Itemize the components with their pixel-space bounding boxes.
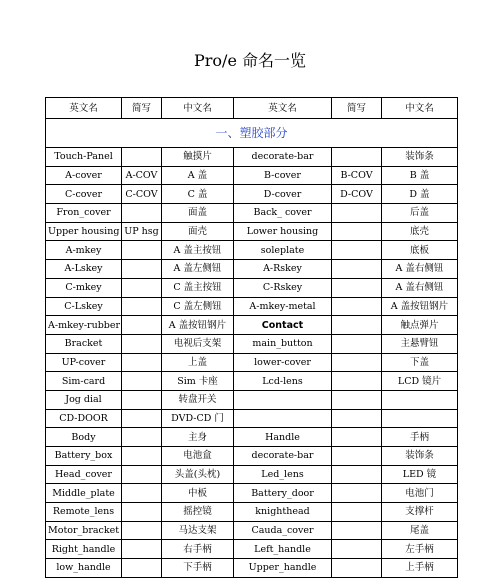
table-row [46,353,458,372]
table-row [46,334,458,353]
table-cell: 主身 [162,428,234,447]
table-cell [332,503,382,522]
header-row [46,98,458,119]
table-cell: C-Rskey [234,278,332,297]
table-cell: UP-cover [46,353,122,372]
table-row [46,390,458,409]
table-cell: 电池盒 [162,447,234,466]
table-cell: Jog dial [46,390,122,409]
table-cell: 装饰条 [382,447,458,466]
table-cell [122,241,162,260]
table-row [46,204,458,223]
table-cell: 面盖 [162,204,234,223]
table-cell: A-mkey-metal [234,297,332,316]
table-cell [122,353,162,372]
table-cell: A 盖按钮钢片 [162,316,234,335]
table-cell: B-cover [234,166,332,185]
table-cell [122,465,162,484]
table-cell [382,390,458,409]
table-cell: main_button [234,334,332,353]
table-cell: 头盖(头枕) [162,465,234,484]
table-cell: 电视后支架 [162,334,234,353]
table-cell: LED 镜 [382,465,458,484]
table-row [46,465,458,484]
table-cell: A 盖按钮钢片 [382,297,458,316]
table-cell: 转盘开关 [162,390,234,409]
table-cell [122,484,162,503]
table-row [46,260,458,279]
table-cell: C-Lskey [46,297,122,316]
table-cell [332,465,382,484]
header-cell: 简写 [122,98,162,119]
table-cell [122,559,162,578]
table-row [46,503,458,522]
table-cell: Motor_bracket [46,521,122,540]
table-cell: Led_lens [234,465,332,484]
table-cell: lower-cover [234,353,332,372]
table-cell: 后盖 [382,204,458,223]
table-cell: decorate-bar [234,447,332,466]
table-cell: Battery_door [234,484,332,503]
table-cell: 摇控镜 [162,503,234,522]
table-cell: 手柄 [382,428,458,447]
page-title: Pro/e 命名一览 [194,51,306,70]
table-cell: B 盖 [382,166,458,185]
table-cell [122,428,162,447]
table-cell [332,447,382,466]
table-row [46,166,458,185]
table-cell: A 盖左侧钮 [162,260,234,279]
table-row [46,409,458,428]
table-row [46,316,458,335]
table-cell: knighthead [234,503,332,522]
header-cell: 英文名 [46,98,122,119]
table-cell [332,278,382,297]
table-cell: 触摸片 [162,148,234,167]
table-cell [332,148,382,167]
table-cell [234,390,332,409]
table-cell: CD-DOOR [46,409,122,428]
table-cell [332,316,382,335]
table-cell [122,260,162,279]
table-cell [122,204,162,223]
table-row [46,428,458,447]
table-cell: Body [46,428,122,447]
header-cell: 英文名 [234,98,332,119]
table-cell [234,409,332,428]
table-cell: 下盖 [382,353,458,372]
table-row [46,521,458,540]
table-cell: Middle_plate [46,484,122,503]
table-cell [122,148,162,167]
naming-table [45,97,458,578]
table-cell: C-cover [46,185,122,204]
table-cell: Right_handle [46,540,122,559]
table-cell [122,540,162,559]
table-cell: Fron_cover [46,204,122,223]
table-cell: B-COV [332,166,382,185]
table-cell: C-COV [122,185,162,204]
table-cell: Remote_lens [46,503,122,522]
table-cell: low_handle [46,559,122,578]
table-cell: A-Rskey [234,260,332,279]
table-cell: 上盖 [162,353,234,372]
table-cell: C 盖 [162,185,234,204]
table-cell: UP hsg [122,222,162,241]
section-row [46,119,458,148]
table-cell: A-COV [122,166,162,185]
table-cell: 下手柄 [162,559,234,578]
table-row [46,278,458,297]
table-cell [122,447,162,466]
header-cell: 中文名 [162,98,234,119]
table-cell [332,372,382,391]
table-cell [332,409,382,428]
table-cell [122,334,162,353]
table-row [46,372,458,391]
table-cell [332,484,382,503]
table-cell [332,390,382,409]
table-cell: 中板 [162,484,234,503]
table-cell: Contact [234,316,332,335]
table-row [46,185,458,204]
table-cell [122,372,162,391]
header-cell: 中文名 [382,98,458,119]
table-cell: Sim-card [46,372,122,391]
table-cell: A 盖右侧钮 [382,260,458,279]
table-cell: Upper housing [46,222,122,241]
table-cell [122,409,162,428]
table-cell [332,334,382,353]
table-row [46,559,458,578]
table-cell: Back_ cover [234,204,332,223]
table-cell [332,297,382,316]
table-row [46,241,458,260]
table-cell: Left_handle [234,540,332,559]
table-cell: Bracket [46,334,122,353]
table-cell [332,222,382,241]
table-cell: 左手柄 [382,540,458,559]
table-cell: D-COV [332,185,382,204]
table-cell [332,241,382,260]
section-title: 一、塑胶部分 [46,119,458,148]
table-cell [122,390,162,409]
table-cell: 装饰条 [382,148,458,167]
table-cell: D 盖 [382,185,458,204]
table-cell [382,409,458,428]
table-cell: A 盖右侧钮 [382,278,458,297]
table-cell: Sim 卡座 [162,372,234,391]
table-cell: LCD 镜片 [382,372,458,391]
table-row [46,148,458,167]
table-row [46,447,458,466]
table-cell [122,521,162,540]
table-row [46,297,458,316]
table-cell: 面壳 [162,222,234,241]
table-cell: Cauda_cover [234,521,332,540]
table-cell: A 盖主按钮 [162,241,234,260]
table-cell: C 盖左侧钮 [162,297,234,316]
table-cell: A 盖 [162,166,234,185]
table-row [46,222,458,241]
table-cell: 上手柄 [382,559,458,578]
table-cell [332,559,382,578]
table-cell [332,540,382,559]
table-cell: soleplate [234,241,332,260]
table-cell: Head_cover [46,465,122,484]
table-cell: A-mkey [46,241,122,260]
table-cell: 底板 [382,241,458,260]
table-cell: 马达支架 [162,521,234,540]
table-cell: D-cover [234,185,332,204]
table-cell: Handle [234,428,332,447]
table-cell: DVD-CD 门 [162,409,234,428]
table-cell [332,260,382,279]
table-cell: 电池门 [382,484,458,503]
table-cell [332,521,382,540]
table-cell: C-mkey [46,278,122,297]
table-cell [122,503,162,522]
table-cell: 底壳 [382,222,458,241]
table-cell [122,278,162,297]
table-cell: 触点弹片 [382,316,458,335]
table-row [46,540,458,559]
table-cell: Upper_handle [234,559,332,578]
table-cell: 右手柄 [162,540,234,559]
table-cell: C 盖主按钮 [162,278,234,297]
table-cell: A-mkey-rubber [46,316,122,335]
table-cell: Touch-Panel [46,148,122,167]
table-cell: 尾盖 [382,521,458,540]
table-cell: A-Lskey [46,260,122,279]
table-cell: Lower housing [234,222,332,241]
table-cell [122,297,162,316]
table-cell: Lcd-lens [234,372,332,391]
table-cell [332,204,382,223]
table-cell: decorate-bar [234,148,332,167]
table-cell: Battery_box [46,447,122,466]
table-cell [332,353,382,372]
table-cell [332,428,382,447]
table-cell [122,316,162,335]
table-cell: A-cover [46,166,122,185]
table-row [46,484,458,503]
table-cell: 主悬臂钮 [382,334,458,353]
table-cell: 支撑杆 [382,503,458,522]
header-cell: 简写 [332,98,382,119]
